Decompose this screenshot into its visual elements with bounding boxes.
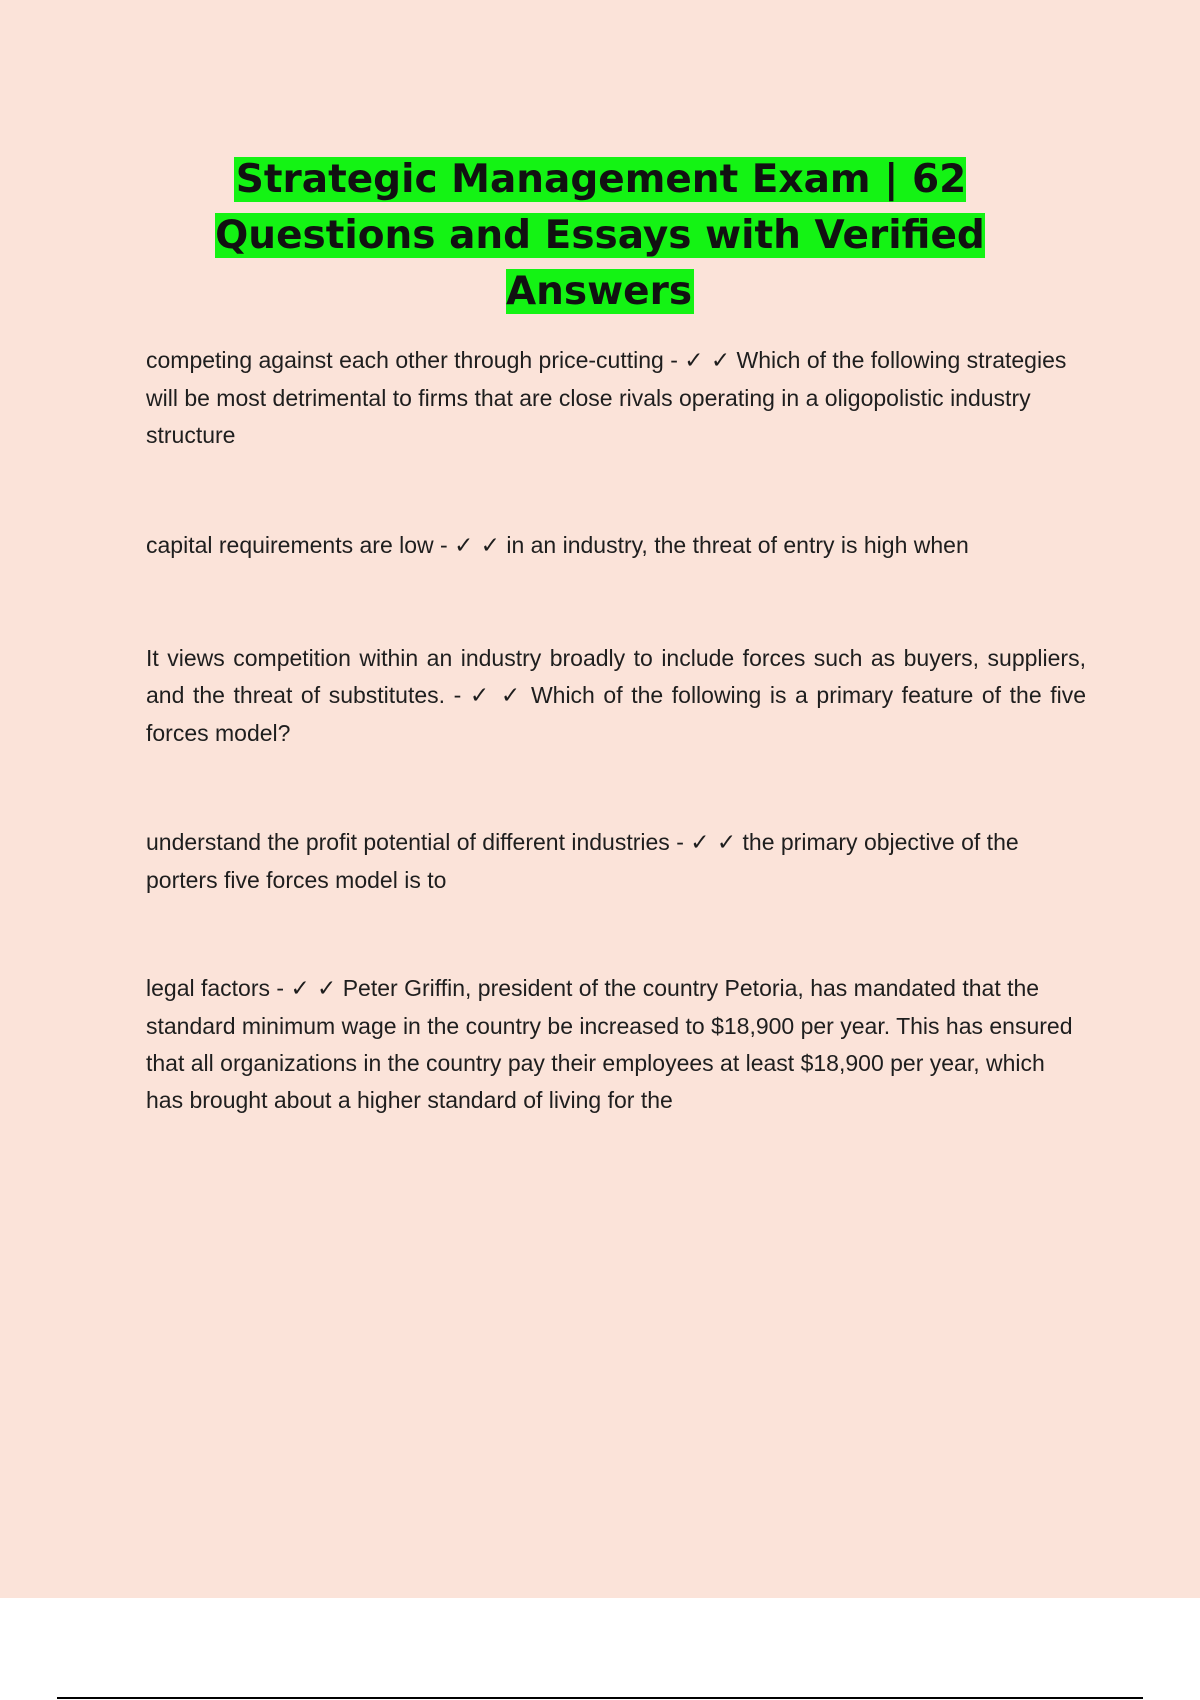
answer-text: understand the profit potential of different industries bbox=[146, 829, 670, 855]
separator: - bbox=[433, 532, 455, 558]
qa-item bbox=[146, 970, 1086, 1119]
separator: - bbox=[663, 347, 685, 373]
qa-item bbox=[146, 640, 1086, 752]
question-text: Which of the following is a primary feature of the five forces model? bbox=[146, 682, 1086, 746]
checkmark-icon: ✓ ✓ bbox=[290, 976, 337, 1002]
answer-text: legal factors bbox=[146, 975, 271, 1001]
qa-item bbox=[146, 342, 1086, 454]
answer-text: competing against each other through price-cutting bbox=[146, 347, 664, 373]
checkmark-icon: ✓ ✓ bbox=[454, 533, 500, 559]
answer-text: It views competition within an industry broadly to include forces such as buyers, suppliers, and the threat of substitutes. bbox=[146, 645, 1086, 708]
separator: - bbox=[669, 829, 691, 855]
checkmark-icon: ✓ ✓ bbox=[684, 348, 731, 374]
qa-item bbox=[146, 824, 1086, 899]
question-text: Peter Griffin, president of the country Petoria, has mandated that the standard minimum wage in the country be increased to $18,900 per year. This has ensured that all organizations in the country pay their employees at least $18,900 per year, which has brought about a higher standard of living for the bbox=[146, 975, 1073, 1113]
title-highlight: Strategic Management Exam | 62 Questions and Essays with Verified Answers bbox=[215, 157, 985, 314]
document-title bbox=[130, 152, 1070, 320]
answer-text: capital requirements are low bbox=[146, 532, 434, 558]
footer-rule bbox=[57, 1697, 1143, 1699]
separator: - bbox=[445, 682, 470, 708]
checkmark-icon: ✓ ✓ bbox=[469, 683, 523, 709]
question-text: Which of the following strategies will be most detrimental to firms that are close rivals operating in a oligopolistic industry structure bbox=[146, 347, 1067, 448]
qa-item bbox=[146, 527, 1086, 565]
question-text: in an industry, the threat of entry is high when bbox=[506, 532, 969, 558]
checkmark-icon: ✓ ✓ bbox=[690, 830, 737, 856]
separator: - bbox=[270, 975, 291, 1001]
question-text: the primary objective of the porters five forces model is to bbox=[146, 829, 1019, 893]
